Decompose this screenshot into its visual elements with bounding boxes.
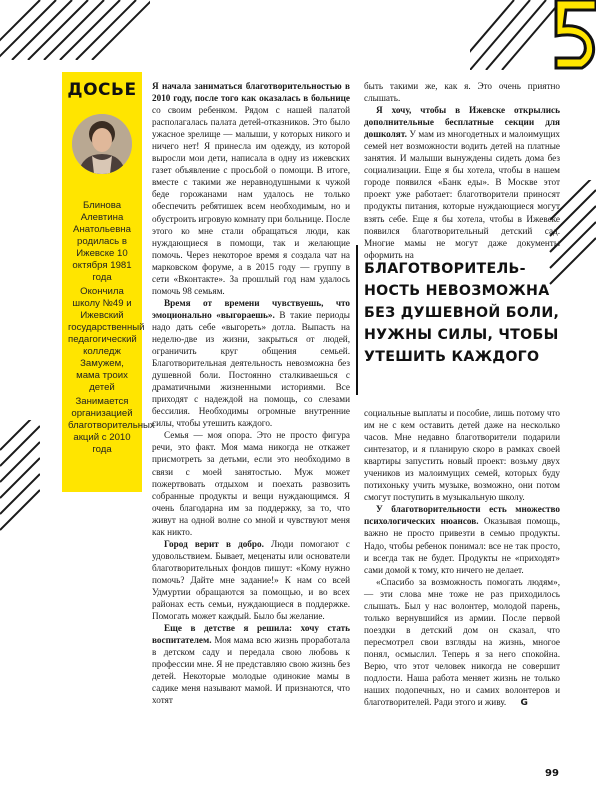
paragraph [152,80,350,297]
article-column-2-top [364,80,560,261]
lead-bold: У благотворительности есть множество психологических нюансов. [364,504,560,527]
article-column-1 [152,80,350,706]
lead-bold: Я начала заниматься благотворительностью в 2010 году, после того как оказалась в больнице [152,81,350,104]
page-number: 99 [545,768,559,779]
paragraph [152,297,350,430]
paragraph [152,538,350,622]
pull-quote-rule [356,245,358,395]
paragraph-text: со своим ребенком. Рядом с нашей палатой располагалась палата детей-отказников. Это было ужасное зрелище — малыши, у которых никого и ничего нет! Я принесла им одежду, из которой выросли мои дети, написала в одну из ижевских газет объявление с просьбой о помощи. В итоге, вместе с такими же неравнодушными к чужой беде горожанами нам удалось не только обеспечить ребятишек всем необходимым, но и обустроить игровую комнату при больнице. После этого ко мне стали обращаться люди, как нуждающиеся в помощи, так и желающие помочь. Через некоторое время я создала чат на марковском форуме, а в 2015 году — группу в сети «Вконтакте». За прошлый год нам удалось помочь 98 семьям. [152,105,351,296]
section-number-graphic [526,0,596,70]
paragraph-text: «Спасибо за возможность помогать людям», — эти слова мне тоже не раз приходилось слышать. Был у нас волонтер, молодой парень, только вернувшийся из армии. После первой поездки в детский дом он сказал, что пересмотрел свои взгляды на жизнь, многое понял, осмыслил. Теперь я за него спокойна. Верю, что этот человек никогда не совершит подлости. Наша работа меняет жизнь не только наших подопечных, но и самих волонтеров и благотворителей. Ради этого и живу. [364,576,560,708]
decorative-stripes-left [0,420,40,540]
paragraph: Семья — моя опора. Это не просто фигура речи, это факт. Моя мама никогда не откажет присмотреть за детьми, если это необходимо в связи с моей занятостью. Муж может пожертвовать отдыхом и поехать развозить собранные продукты и вещи нуждающимся. Я очень благодарна им за поддержку, за то, что живут на одной волне со мной и чувствуют меня как никто. [152,430,350,537]
dossier-title: ДОСЬЕ [67,80,137,100]
paragraph-text: В такие периоды надо дать себе «выгореть» дотла. Выпасть на неделю-две из жизни, закрыться от людей, ограничить круг общения семьей. Благотворительная деятельность невозможна без душевной боли. Постоянно сталкиваешься с драматичными жизненными историями. Все приходят с надеждой на помощь, со слезами бессилия. Необходимы огромные внутренние силы, чтобы утешить каждого. [152,309,350,429]
decorative-stripes-top-left [0,0,150,60]
paragraph: социальные выплаты и пособие, лишь потому что им не с кем оставить детей даже на несколько часов. Мне недавно благотворители подарили синтезатор, и я планирую скоро в рамках своей квартиры запустить новый проект: возьму двух учеников из малоимущих семей, которых буду потихоньку учить музыке, возможно, они потом смогут поступить в музыкальную школу. [364,408,560,503]
dossier-education: Окончила школу №49 и Ижевский государственный педагогический колледж [68,286,145,357]
lead-bold: Время от времени чувствуешь, что эмоционально «выгораешь». [152,297,350,320]
dossier-sidebar [62,72,155,492]
paragraph [364,576,560,710]
paragraph [364,104,560,261]
lead-bold: Еще в детстве я решила: хочу стать воспитателем. [152,623,350,646]
paragraph-text: Люди помогают с удовольствием. Бывает, меценаты или основатели благотворительных фондов пишут: «Кому нужно помочь? Дайте мне задание!» К нам со всей Удмуртии обращаются за помощью, и во всех районах есть семьи, нуждающиеся в поддержке. Помогать может каждый. Было бы желание. [152,538,350,622]
paragraph [364,503,560,575]
end-mark-icon: G [520,698,528,709]
dossier-family: Замужем, мама троих детей [76,358,128,393]
dossier-birth-info: Блинова Алевтина Анатольевна родилась в Ижевске 10 октября 1981 года [72,200,132,283]
paragraph-text: У мам из многодетных и малоимущих семей нет возможности водить детей на платные занятия. И малыши вынуждены сидеть дома без социализации. Еще я бы хотела, чтобы в нашем городе появился «Банк еды». В Москве этот проект уже работает: благотворители приносят продукты питания, которые нуждающиеся могут взять себе. Еще я бы хотела, чтобы в Ижевске появился благотворительный детский сад. Многие мамы не могут даже документы оформить на [364,129,560,260]
portrait-photo [72,114,132,174]
lead-bold: Город верит в добро. [164,538,264,549]
dossier-activity: Занимается организацией благотворительных акций с 2010 года [68,396,155,455]
paragraph-text: Моя мама всю жизнь проработала в детском саду и передала свою любовь к профессии мне. Я не представляю свою жизнь без детей. Некоторые молодые одинокие мамы в садике меня называют мамой. И признаются, что хотят [152,635,350,706]
paragraph [152,622,350,706]
paragraph-text: Оказывая помощь, важно не просто привезти в семью продукты. Надо, чтобы ребенок понимал: все не так просто, и всегда так не будет. Продукты не «приходят» сами домой к тому, кто ничего не делает. [364,516,560,575]
paragraph: быть такими же, как я. Это очень приятно слышать. [364,81,560,104]
article-column-2-bottom [364,407,560,709]
lead-bold: Я хочу, чтобы в Ижевске открылись дополнительные бесплатные секции для дошколят. [364,105,560,140]
pull-quote: БЛАГОТВОРИТЕЛЬ-НОСТЬ НЕВОЗМОЖНА БЕЗ ДУШЕВНОЙ БОЛИ, НУЖНЫ СИЛЫ, ЧТОБЫ УТЕШИТЬ КАЖДОГО [364,261,560,365]
